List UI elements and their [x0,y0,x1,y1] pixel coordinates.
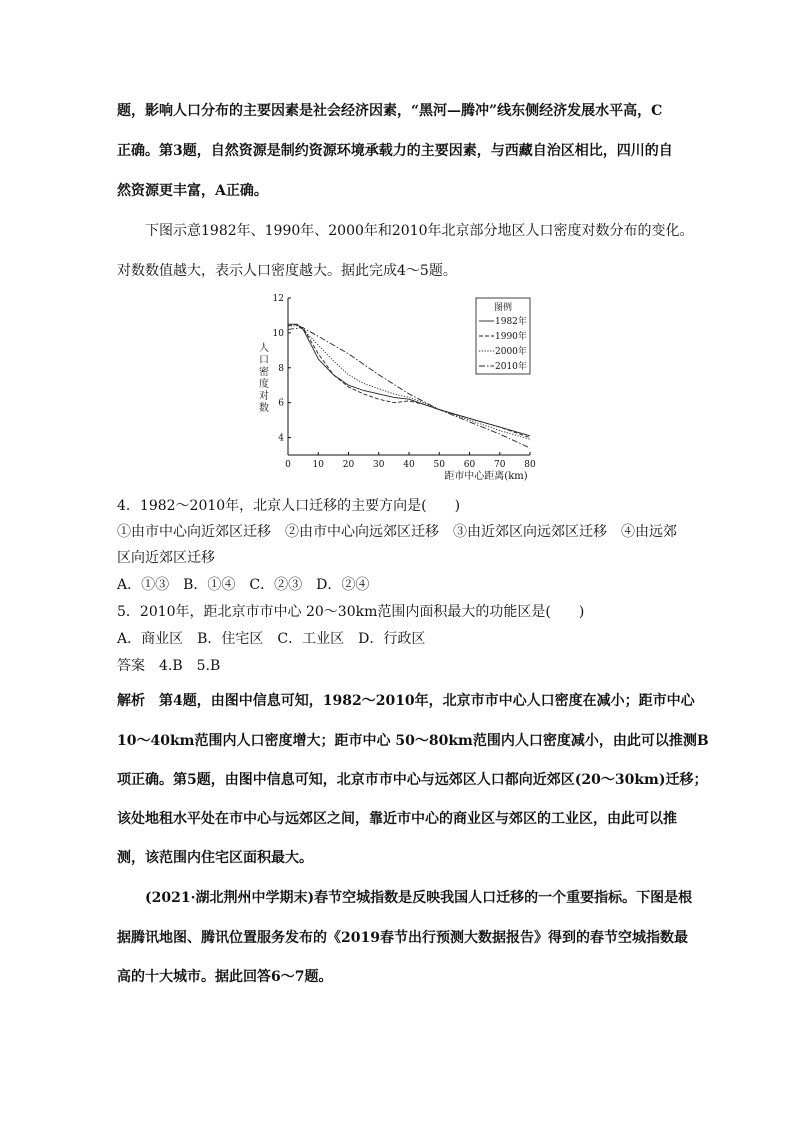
analysis-line: 测，该范围内住宅区面积最大。 [117,850,313,866]
y-axis-label-char: 度 [259,379,269,390]
paragraph-line: 然资源更丰富，A正确。 [117,183,268,199]
question-4-options: ①由市中心向近郊区迁移 ②由市中心向远郊区迁移 ③由近郊区向远郊区迁移 ④由远郊 [117,524,677,540]
paragraph-line: 题，影响人口分布的主要因素是社会经济因素，“黑河—腾冲”线东侧经济发展水平高，C [117,103,663,119]
analysis-line: 项正确。第5题，由图中信息可知，北京市市中心与远郊区人口都向近郊区(20～30km)迁移； [117,772,708,788]
question-4-stem: 4．1982～2010年，北京人口迁移的主要方向是( ) [117,498,461,514]
answer-line: 答案 4.B 5.B [117,658,221,674]
legend-label: 1982年 [495,317,527,327]
paragraph-line: 正确。第3题，自然资源是制约资源环境承载力的主要因素，与西藏自治区相比，四川的自 [117,143,673,159]
analysis-line: 该处地租水平处在市中心与远郊区之间，靠近市中心的商业区与郊区的工业区，由此可以推 [117,811,677,827]
question-5-choices: A．商业区 B．住宅区 C．工业区 D．行政区 [117,631,426,647]
population-density-chart [254,292,544,482]
y-axis-label-char: 口 [259,355,269,366]
analysis-line: 10～40km范围内人口密度增大；距市中心 50～80km范围内人口密度减小，由此可以推测B [117,733,709,749]
y-axis-label-char: 密 [259,367,269,378]
y-axis-label-char: 数 [259,403,269,414]
paragraph-line: 对数数值越大，表示人口密度越大。据此完成4～5题。 [117,263,457,279]
x-tick-label: 20 [342,460,355,470]
y-tick-label: 6 [278,398,284,409]
question-4-choices: A．①③ B．①④ C．②③ D．②④ [117,577,370,593]
x-tick-label: 0 [285,460,291,470]
x-tick-label: 10 [312,460,324,470]
x-tick-label: 60 [463,460,476,470]
y-axis-label-char: 对 [259,391,269,402]
x-tick-label: 80 [524,460,536,470]
y-tick-label: 8 [278,363,284,374]
x-tick-label: 70 [494,460,506,470]
question-4-options: 区向近郊区迁移 [117,550,215,566]
chart-legend [476,298,530,374]
question-5-stem: 5．2010年，距北京市市中心 20～30km范围内面积最大的功能区是( ) [117,604,585,620]
x-tick-label: 40 [403,460,415,470]
paragraph-line: 下图示意1982年、1990年、2000年和2010年北京部分地区人口密度对数分布的变化。 [145,223,694,239]
paragraph-line: 高的十大城市。据此回答6～7题。 [117,969,333,985]
paragraph-line: (2021·湖北荆州中学期末)春节空城指数是反映我国人口迁移的一个重要指标。下图是根 [145,890,693,906]
legend-label: 2000年 [495,347,527,357]
y-tick-label: 10 [272,328,284,339]
analysis-line: 解析 第4题，由图中信息可知，1982～2010年，北京市市中心人口密度在减小；距市中心 [117,693,695,709]
legend-label: 2010年 [495,362,527,372]
legend-label: 1990年 [495,332,527,342]
paragraph-line: 据腾讯地图、腾讯位置服务发布的《2019春节出行预测大数据报告》得到的春节空城指数最 [117,930,688,946]
y-axis-label-char: 人 [259,343,269,354]
x-tick-label: 30 [373,460,385,470]
x-tick-label: 50 [433,460,445,470]
legend-title: 图例 [493,303,513,313]
y-tick-label: 4 [278,433,284,444]
y-tick-label: 12 [272,294,284,304]
x-axis-label: 距市中心距离(km) [444,471,528,482]
